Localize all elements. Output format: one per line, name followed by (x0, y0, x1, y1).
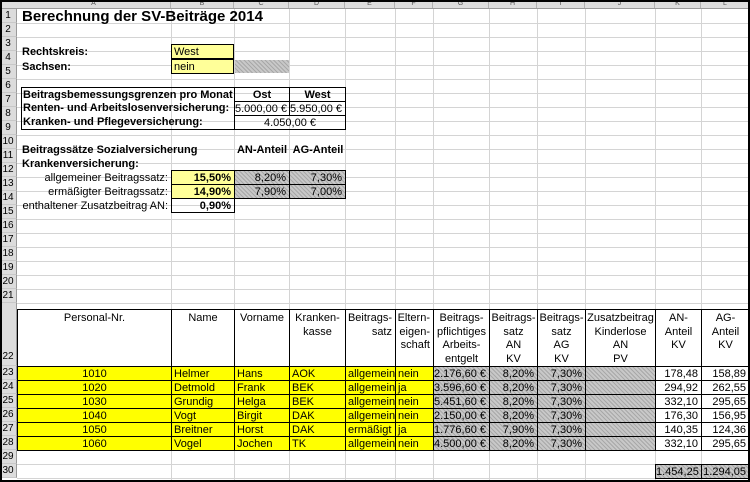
cell-personal-nr[interactable]: 1010 (17, 366, 172, 381)
cell-an-anteil[interactable]: 140,35 (655, 422, 702, 437)
cell-satz-ag[interactable]: 7,30% (537, 436, 586, 451)
cell-beitragssatz[interactable]: allgemein (345, 366, 396, 381)
cell-zusatzbeitrag[interactable] (585, 422, 656, 437)
cell-name[interactable]: Vogel (171, 436, 235, 451)
cell-elterneigenschaft[interactable]: nein (395, 408, 434, 423)
cell-satz-ag[interactable]: 7,30% (537, 380, 586, 395)
kv-heading: Krankenversicherung: (22, 158, 139, 170)
cell-personal-nr[interactable]: 1060 (17, 436, 172, 451)
th-satz-ag: Beitrags- satz AG KV (537, 309, 586, 367)
cell-zusatzbeitrag[interactable] (585, 394, 656, 409)
cell-personal-nr[interactable]: 1030 (17, 394, 172, 409)
zus-value[interactable]: 0,90% (171, 198, 235, 213)
th-elterneigenschaft: Eltern- eigen- schaft (395, 309, 434, 367)
cell-entgelt[interactable]: 1.776,60 € (433, 422, 490, 437)
row-header[interactable]: 28 (0, 436, 17, 450)
column-header-b[interactable]: B (171, 0, 234, 8)
cell-entgelt[interactable]: 2.150,00 € (433, 408, 490, 423)
cell-zusatzbeitrag[interactable] (585, 436, 656, 451)
erm-ag: 7,00% (289, 184, 346, 199)
row-header[interactable]: 2 (0, 23, 17, 37)
allg-label: allgemeiner Beitragssatz: (44, 172, 168, 184)
row-header[interactable]: 29 (0, 450, 17, 464)
row-header[interactable]: 10 (0, 135, 17, 149)
column-header-j[interactable]: J (585, 0, 655, 8)
row-header[interactable]: 12 (0, 163, 17, 177)
cell-personal-nr[interactable]: 1050 (17, 422, 172, 437)
cell-beitragssatz[interactable]: allgemein (345, 380, 396, 395)
cell-elterneigenschaft[interactable]: nein (395, 394, 434, 409)
cell-name[interactable]: Grundig (171, 394, 235, 409)
bbg-rv-label: Renten- und Arbeitslosenversicherung: (21, 101, 234, 116)
cell-krankenkasse[interactable]: BEK (289, 380, 346, 395)
saetze-ag-label: AG-Anteil (292, 144, 344, 156)
allg-ag: 7,30% (289, 170, 346, 185)
row-header[interactable]: 24 (0, 380, 17, 394)
cell-elterneigenschaft[interactable]: nein (395, 366, 434, 381)
row-header[interactable]: 8 (0, 107, 17, 121)
column-header-h[interactable]: H (489, 0, 537, 8)
cell-name[interactable]: Vogt (171, 408, 235, 423)
th-an-anteil: AN- Anteil KV (655, 309, 702, 367)
th-zusatzbeitrag: Zusatzbeitrag Kinderlose AN PV (585, 309, 656, 367)
total-an-anteil: 1.454,25 (655, 464, 702, 479)
row-header[interactable]: 14 (0, 191, 17, 205)
cell-elterneigenschaft[interactable]: ja (395, 422, 434, 437)
row-header[interactable]: 11 (0, 149, 17, 163)
cell-krankenkasse[interactable]: AOK (289, 366, 346, 381)
th-entgelt: Beitrags- pflichtiges Arbeits- entgelt (433, 309, 490, 367)
cell-satz-ag[interactable]: 7,30% (537, 366, 586, 381)
cell-elterneigenschaft[interactable]: ja (395, 380, 434, 395)
cell-an-anteil[interactable]: 332,10 (655, 394, 702, 409)
cell-satz-ag[interactable]: 7,30% (537, 422, 586, 437)
cell-beitragssatz[interactable]: ermäßigt (345, 422, 396, 437)
column-header-d[interactable]: D (289, 0, 345, 8)
row-header[interactable]: 25 (0, 394, 17, 408)
bbg-col-west: West (289, 87, 346, 102)
grey-cell (235, 60, 289, 73)
cell-personal-nr[interactable]: 1020 (17, 380, 172, 395)
cell-satz-an[interactable]: 8,20% (489, 394, 538, 409)
cell-entgelt[interactable]: 2.176,60 € (433, 366, 490, 381)
cell-zusatzbeitrag[interactable] (585, 408, 656, 423)
row-header[interactable]: 20 (0, 275, 17, 289)
th-personal-nr: Personal-Nr. (17, 309, 172, 367)
column-header-c[interactable]: C (234, 0, 289, 8)
row-header[interactable]: 18 (0, 247, 17, 261)
cell-beitragssatz[interactable]: allgemein (345, 394, 396, 409)
cell-beitragssatz[interactable]: allgemein (345, 408, 396, 423)
cell-ag-anteil[interactable]: 156,95 (701, 408, 750, 423)
cell-satz-ag[interactable]: 7,30% (537, 408, 586, 423)
column-header-g[interactable]: G (433, 0, 489, 8)
row-header[interactable]: 13 (0, 177, 17, 191)
cell-krankenkasse[interactable]: DAK (289, 422, 346, 437)
row-header[interactable]: 6 (0, 79, 17, 93)
cell-satz-an[interactable]: 8,20% (489, 408, 538, 423)
sachsen-label: Sachsen: (22, 61, 71, 73)
cell-entgelt[interactable]: 5.451,60 € (433, 394, 490, 409)
cell-an-anteil[interactable]: 176,30 (655, 408, 702, 423)
row-header[interactable]: 22 (0, 303, 17, 366)
bbg-kv-label: Kranken- und Pflegeversicherung: (21, 115, 234, 130)
cell-name[interactable]: Detmold (171, 380, 235, 395)
erm-value[interactable]: 14,90% (171, 184, 235, 199)
cell-vorname[interactable]: Hans (234, 366, 290, 381)
cell-zusatzbeitrag[interactable] (585, 366, 656, 381)
th-vorname: Vorname (234, 309, 290, 367)
erm-an: 7,90% (234, 184, 290, 199)
rechtskreis-input[interactable]: West (171, 44, 234, 59)
row-header[interactable]: 5 (0, 65, 17, 79)
bbg-heading: Beitragsbemessungsgrenzen pro Monat (23, 89, 233, 101)
cell-name[interactable]: Breitner (171, 422, 235, 437)
bbg-rv-ost[interactable]: 5.000,00 € (234, 101, 290, 116)
th-beitragssatz: Beitrags- satz (345, 309, 396, 367)
th-satz-an: Beitrags- satz AN KV (489, 309, 538, 367)
cell-satz-an[interactable]: 8,20% (489, 380, 538, 395)
cell-an-anteil[interactable]: 294,92 (655, 380, 702, 395)
cell-vorname[interactable]: Helga (234, 394, 290, 409)
allg-an: 8,20% (234, 170, 290, 185)
row-header[interactable]: 30 (0, 464, 17, 478)
zus-label: enthaltener Zusatzbeitrag AN: (22, 200, 168, 212)
column-header-i[interactable]: I (537, 0, 585, 8)
cell-krankenkasse[interactable]: DAK (289, 408, 346, 423)
column-header-k[interactable]: K (655, 0, 701, 8)
column-header-f[interactable]: F (395, 0, 433, 8)
cell-ag-anteil[interactable]: 158,89 (701, 366, 750, 381)
cell-vorname[interactable]: Horst (234, 422, 290, 437)
row-header[interactable]: 21 (0, 289, 17, 303)
bbg-kv-value[interactable]: 4.050,00 € (234, 115, 346, 130)
row-header[interactable]: 19 (0, 261, 17, 275)
cell-elterneigenschaft[interactable]: nein (395, 436, 434, 451)
cell-ag-anteil[interactable]: 124,36 (701, 422, 750, 437)
sheet-title: Berechnung der SV-Beiträge 2014 (22, 8, 263, 25)
cell-krankenkasse[interactable]: TK (289, 436, 346, 451)
row-header[interactable]: 27 (0, 422, 17, 436)
cell-entgelt[interactable]: 4.500,00 € (433, 436, 490, 451)
cell-beitragssatz[interactable]: allgemein (345, 436, 396, 451)
sachsen-input[interactable]: nein (171, 59, 234, 74)
cell-entgelt[interactable]: 3.596,60 € (433, 380, 490, 395)
cell-ag-anteil[interactable]: 262,55 (701, 380, 750, 395)
row-header[interactable]: 23 (0, 366, 17, 380)
cell-vorname[interactable]: Birgit (234, 408, 290, 423)
cell-satz-an[interactable]: 8,20% (489, 366, 538, 381)
row-header[interactable]: 9 (0, 121, 17, 135)
cell-ag-anteil[interactable]: 295,65 (701, 436, 750, 451)
cell-satz-ag[interactable]: 7,30% (537, 394, 586, 409)
cell-vorname[interactable]: Jochen (234, 436, 290, 451)
column-header-l[interactable]: L (701, 0, 750, 8)
cell-krankenkasse[interactable]: BEK (289, 394, 346, 409)
cell-satz-an[interactable]: 8,20% (489, 436, 538, 451)
row-header[interactable]: 7 (0, 93, 17, 107)
saetze-an-label: AN-Anteil (236, 144, 288, 156)
cell-an-anteil[interactable]: 332,10 (655, 436, 702, 451)
cell-satz-an[interactable]: 7,90% (489, 422, 538, 437)
cell-name[interactable]: Helmer (171, 366, 235, 381)
bbg-col-ost: Ost (234, 87, 290, 102)
row-header[interactable]: 17 (0, 233, 17, 247)
row-header[interactable]: 26 (0, 408, 17, 422)
row-header[interactable]: 15 (0, 205, 17, 219)
row-header[interactable]: 1 (0, 9, 17, 23)
rechtskreis-label: Rechtskreis: (22, 46, 89, 58)
row-header[interactable]: 3 (0, 37, 17, 51)
cell-vorname[interactable]: Frank (234, 380, 290, 395)
cell-personal-nr[interactable]: 1040 (17, 408, 172, 423)
cell-ag-anteil[interactable]: 295,65 (701, 394, 750, 409)
cell-an-anteil[interactable]: 178,48 (655, 366, 702, 381)
column-header-e[interactable]: E (345, 0, 395, 8)
erm-label: ermäßigter Beitragssatz: (48, 186, 168, 198)
th-krankenkasse: Kranken- kasse (289, 309, 346, 367)
bbg-rv-west[interactable]: 5.950,00 € (289, 101, 346, 116)
row-header[interactable]: 16 (0, 219, 17, 233)
th-name: Name (171, 309, 235, 367)
column-header-a[interactable]: A (17, 0, 171, 8)
cell-zusatzbeitrag[interactable] (585, 380, 656, 395)
saetze-heading: Beitragssätze Sozialversicherung (22, 144, 198, 156)
allg-value[interactable]: 15,50% (171, 170, 235, 185)
total-ag-anteil: 1.294,05 (701, 464, 750, 479)
th-ag-anteil: AG- Anteil KV (701, 309, 750, 367)
row-header[interactable]: 4 (0, 51, 17, 65)
